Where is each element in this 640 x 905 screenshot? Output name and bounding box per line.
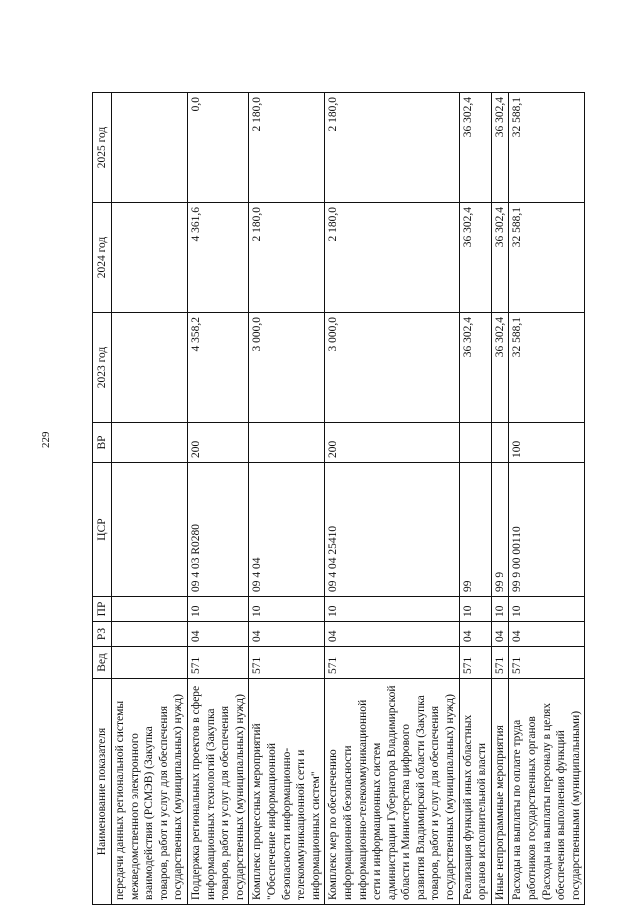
row-2023: 32 588,1 — [509, 313, 585, 423]
row-vr — [249, 423, 325, 463]
row-ved: 571 — [187, 647, 248, 679]
row-2024: 36 302,4 — [491, 203, 509, 313]
row-rz: 04 — [187, 622, 248, 647]
row-name: Иные непрограммные мероприятия — [491, 679, 509, 905]
row-pr: 10 — [325, 597, 459, 622]
header-ved: Вед — [93, 647, 112, 679]
row-2023: 36 302,4 — [459, 313, 491, 423]
row-ved: 571 — [325, 647, 459, 679]
row-rz: 04 — [249, 622, 325, 647]
row-csr: 99 9 — [491, 463, 509, 597]
row-ved: 571 — [249, 647, 325, 679]
row-pr: 10 — [459, 597, 491, 622]
table-row — [112, 93, 188, 905]
page-number: 229 — [40, 431, 52, 448]
row-2025: 32 588,1 — [509, 93, 585, 203]
row-ved: 571 — [491, 647, 509, 679]
header-2023: 2023 год — [93, 313, 112, 423]
row-2024: 36 302,4 — [459, 203, 491, 313]
row-2025 — [112, 93, 188, 203]
row-pr — [112, 597, 188, 622]
header-vr: ВР — [93, 423, 112, 463]
row-csr: 09 4 04 25410 — [325, 463, 459, 597]
row-2025: 36 302,4 — [491, 93, 509, 203]
row-2024: 2 180,0 — [325, 203, 459, 313]
row-name: Комплекс процессных мероприятий "Обеспечение информационной безопасности информационно-телекоммуникационной сети и информационных систем" — [249, 679, 325, 905]
row-2024: 4 361,6 — [187, 203, 248, 313]
header-2024: 2024 год — [93, 203, 112, 313]
header-csr: ЦСР — [93, 463, 112, 597]
row-vr — [491, 423, 509, 463]
header-2025: 2025 год — [93, 93, 112, 203]
row-vr — [112, 423, 188, 463]
table-row — [491, 93, 509, 905]
rotated-table-wrapper — [92, 93, 612, 905]
row-vr: 100 — [509, 423, 585, 463]
row-pr: 10 — [509, 597, 585, 622]
row-2023: 4 358,2 — [187, 313, 248, 423]
row-csr — [112, 463, 188, 597]
row-rz — [112, 622, 188, 647]
row-ved: 571 — [509, 647, 585, 679]
row-2025: 2 180,0 — [325, 93, 459, 203]
row-rz: 04 — [509, 622, 585, 647]
row-rz: 04 — [325, 622, 459, 647]
row-vr: 200 — [187, 423, 248, 463]
row-2023: 3 000,0 — [249, 313, 325, 423]
row-2025: 0,0 — [187, 93, 248, 203]
row-ved: 571 — [459, 647, 491, 679]
row-csr: 99 — [459, 463, 491, 597]
table-row — [187, 93, 248, 905]
row-csr: 09 4 04 — [249, 463, 325, 597]
row-csr: 09 4 03 R0280 — [187, 463, 248, 597]
row-2023: 3 000,0 — [325, 313, 459, 423]
row-name: Поддержка региональных проектов в сфере информационных технологий (Закупка товаров, работ и услуг для обеспечения государственных (муниципальных) нужд) — [187, 679, 248, 905]
row-pr: 10 — [249, 597, 325, 622]
row-vr: 200 — [325, 423, 459, 463]
row-2023: 36 302,4 — [491, 313, 509, 423]
row-name: передачи данных региональной системы межведомственного электронного взаимодействия (РСМЭВ) (Закупка товаров, работ и услуг для обеспечения государственных (муниципальных) нужд) — [112, 679, 188, 905]
header-name: Наименование показателя — [93, 679, 112, 905]
row-pr: 10 — [491, 597, 509, 622]
row-rz: 04 — [459, 622, 491, 647]
row-rz: 04 — [491, 622, 509, 647]
row-name: Реализация функций иных областных органов исполнительной власти — [459, 679, 491, 905]
row-2024 — [112, 203, 188, 313]
budget-table — [92, 92, 585, 905]
row-vr — [459, 423, 491, 463]
table-header-row — [93, 93, 112, 905]
table-row — [459, 93, 491, 905]
row-2024: 2 180,0 — [249, 203, 325, 313]
row-csr: 99 9 00 00110 — [509, 463, 585, 597]
row-ved — [112, 647, 188, 679]
row-2025: 2 180,0 — [249, 93, 325, 203]
header-rz: РЗ — [93, 622, 112, 647]
row-2023 — [112, 313, 188, 423]
row-name: Комплекс мер по обеспечению информационной безопасности информационно-телекоммуникационной сети и информационных систем администрации Губернатора Владимирской области и Министерства цифрового развития Владимирской области (Закупка товаров, работ и услуг для обеспечения государственных (муниципальных) нужд) — [325, 679, 459, 905]
table-row — [509, 93, 585, 905]
row-2024: 32 588,1 — [509, 203, 585, 313]
table-row — [325, 93, 459, 905]
row-2025: 36 302,4 — [459, 93, 491, 203]
row-pr: 10 — [187, 597, 248, 622]
header-pr: ПР — [93, 597, 112, 622]
row-name: Расходы на выплаты по оплате труда работников государственных органов (Расходы на выплаты персоналу в целях обеспечения выполнения функций государственными (муниципальными) — [509, 679, 585, 905]
table-row — [249, 93, 325, 905]
